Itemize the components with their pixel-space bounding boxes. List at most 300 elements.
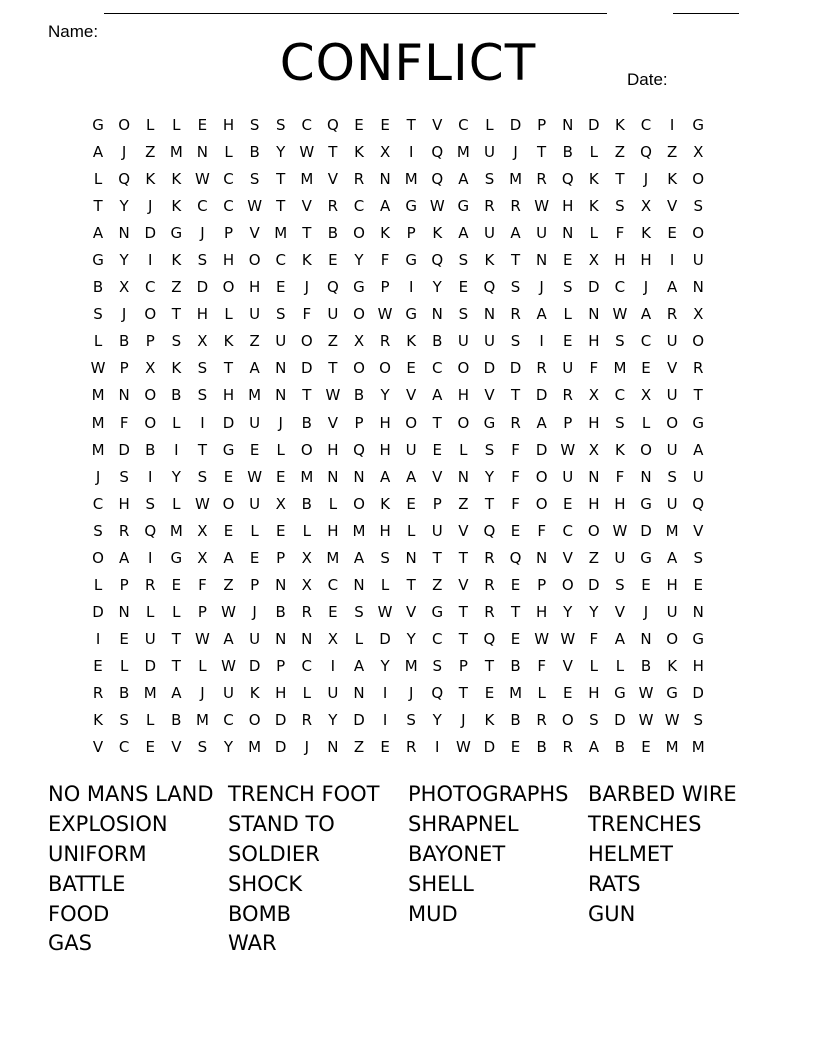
grid-row	[85, 734, 737, 761]
grid-letter: T	[223, 359, 234, 378]
grid-letter: T	[458, 629, 468, 648]
grid-letter: Q	[431, 251, 444, 270]
grid-letter: H	[248, 278, 261, 297]
grid-letter: G	[457, 197, 470, 216]
grid-letter: V	[327, 170, 339, 189]
grid-letter: F	[380, 251, 390, 270]
grid-letter: P	[380, 278, 390, 297]
grid-letter: W	[195, 494, 210, 513]
grid-letter: B	[171, 711, 182, 730]
grid-letter: X	[119, 278, 130, 297]
grid-letter: X	[145, 359, 156, 378]
grid-letter: H	[222, 116, 235, 134]
grid-letter: E	[223, 467, 234, 486]
grid-letter: N	[327, 467, 339, 486]
grid-letter: C	[301, 656, 313, 675]
grid-letter: C	[432, 359, 443, 378]
grid-row	[85, 437, 737, 464]
grid-row	[85, 410, 737, 437]
grid-letter: W	[377, 602, 393, 621]
grid-letter: R	[510, 197, 521, 216]
grid-letter: L	[224, 143, 233, 162]
grid-letter: G	[353, 278, 365, 297]
grid-letter: X	[353, 332, 365, 351]
grid-letter: K	[641, 224, 651, 243]
date-blank-line	[673, 13, 739, 14]
grid-letter: T	[171, 629, 181, 648]
grid-letter: A	[171, 683, 182, 702]
grid-letter: Q	[483, 629, 496, 648]
grid-letter: L	[146, 116, 155, 134]
grid-letter: O	[666, 413, 679, 432]
grid-letter: W	[560, 440, 576, 459]
grid-letter: C	[640, 332, 652, 351]
grid-letter: O	[92, 548, 104, 567]
grid-letter: H	[640, 251, 652, 270]
grid-letter: W	[325, 386, 341, 405]
grid-letter: A	[588, 738, 599, 757]
grid-letter: I	[95, 629, 101, 648]
word-list-item: BATTLE	[48, 871, 126, 896]
grid-letter: D	[144, 224, 157, 243]
grid-letter: O	[353, 224, 365, 243]
grid-row	[85, 491, 737, 518]
grid-letter: G	[640, 494, 652, 513]
grid-letter: G	[170, 224, 183, 243]
grid-letter: B	[92, 278, 104, 297]
grid-letter: V	[249, 224, 260, 243]
grid-letter: K	[171, 197, 182, 216]
grid-letter: L	[172, 602, 181, 621]
grid-row	[85, 653, 737, 680]
grid-letter: Y	[354, 251, 364, 270]
grid-letter: Z	[223, 575, 234, 594]
grid-letter: C	[614, 386, 626, 405]
grid-letter: R	[510, 413, 521, 432]
grid-letter: I	[669, 251, 675, 270]
word-list-item: NO MANS LAND	[48, 782, 214, 806]
grid-letter: B	[510, 711, 521, 730]
grid-letter: A	[223, 629, 234, 648]
grid-letter: N	[353, 467, 365, 486]
grid-letter: J	[461, 711, 466, 730]
grid-letter: W	[612, 521, 628, 540]
grid-letter: O	[587, 521, 600, 540]
grid-letter: L	[589, 143, 598, 162]
grid-letter: X	[301, 575, 312, 594]
grid-letter: E	[249, 440, 260, 459]
grid-letter: O	[640, 440, 652, 459]
grid-letter: E	[562, 332, 573, 351]
grid-letter: O	[222, 494, 235, 513]
grid-letter: T	[458, 548, 468, 567]
grid-letter: F	[511, 494, 520, 513]
grid-letter: G	[692, 413, 705, 432]
grid-letter: A	[92, 143, 104, 162]
grid-letter: B	[327, 224, 339, 243]
grid-letter: B	[145, 440, 156, 459]
grid-letter: D	[92, 602, 104, 621]
grid-letter: T	[510, 602, 521, 621]
grid-letter: S	[119, 467, 129, 486]
grid-letter: D	[535, 386, 548, 405]
word-list-item: PHOTOGRAPHS	[408, 782, 569, 806]
grid-letter: T	[484, 494, 495, 513]
grid-letter: Y	[223, 738, 234, 757]
grid-letter: E	[275, 521, 286, 540]
grid-letter: A	[510, 224, 521, 243]
grid-letter: N	[588, 305, 600, 324]
grid-letter: N	[588, 467, 600, 486]
word-list-item: SHOCK	[228, 871, 303, 896]
grid-letter: G	[431, 602, 444, 621]
grid-letter: J	[121, 305, 127, 324]
grid-letter: I	[408, 143, 414, 162]
grid-letter: L	[537, 683, 546, 702]
grid-letter: W	[612, 305, 628, 324]
grid-letter: T	[537, 143, 547, 162]
grid-letter: A	[458, 224, 469, 243]
grid-letter: N	[536, 548, 548, 567]
grid-letter: O	[535, 494, 548, 513]
grid-letter: K	[249, 683, 260, 702]
grid-letter: L	[146, 711, 155, 730]
grid-letter: B	[118, 332, 130, 351]
grid-letter: V	[562, 548, 573, 567]
grid-letter: A	[249, 359, 260, 378]
grid-letter: P	[354, 413, 364, 432]
grid-letter: T	[276, 170, 286, 189]
grid-letter: D	[144, 656, 157, 675]
grid-letter: L	[276, 440, 285, 459]
word-list-item: BOMB	[228, 901, 292, 926]
grid-letter: S	[93, 305, 103, 324]
grid-letter: Y	[276, 143, 286, 162]
grid-letter: M	[169, 143, 183, 162]
grid-letter: L	[146, 602, 155, 621]
grid-letter: S	[615, 413, 625, 432]
grid-letter: B	[118, 683, 130, 702]
grid-letter: K	[406, 332, 417, 351]
grid-letter: M	[404, 656, 418, 675]
grid-letter: K	[588, 197, 599, 216]
grid-letter: P	[119, 359, 129, 378]
grid-letter: X	[301, 548, 312, 567]
grid-letter: N	[118, 602, 130, 621]
grid-letter: X	[588, 440, 599, 459]
grid-letter: M	[613, 359, 627, 378]
grid-letter: U	[483, 143, 495, 162]
grid-letter: V	[666, 197, 678, 216]
grid-letter: A	[353, 656, 365, 675]
grid-letter: E	[484, 683, 495, 702]
grid-letter: S	[484, 170, 495, 189]
grid-letter: C	[197, 197, 208, 216]
grid-letter: J	[148, 197, 153, 216]
grid-letter: K	[380, 224, 390, 243]
grid-letter: U	[692, 467, 704, 486]
grid-letter: K	[380, 494, 390, 513]
grid-letter: V	[406, 602, 417, 621]
grid-letter: G	[170, 548, 183, 567]
grid-letter: H	[379, 440, 391, 459]
grid-letter: M	[665, 738, 679, 757]
grid-letter: H	[666, 575, 678, 594]
grid-letter: T	[93, 197, 103, 216]
grid-letter: D	[118, 440, 130, 459]
grid-letter: D	[379, 629, 391, 648]
grid-letter: E	[641, 738, 651, 757]
grid-letter: H	[562, 197, 574, 216]
grid-letter: O	[144, 386, 157, 405]
grid-letter: L	[589, 224, 598, 243]
grid-letter: K	[171, 251, 182, 270]
grid-letter: O	[692, 170, 705, 189]
grid-letter: C	[327, 575, 339, 594]
grid-letter: E	[406, 494, 416, 513]
grid-letter: B	[432, 332, 443, 351]
grid-letter: N	[562, 224, 574, 243]
grid-letter: M	[665, 521, 679, 540]
grid-letter: C	[353, 197, 365, 216]
grid-letter: S	[458, 305, 469, 324]
grid-letter: Y	[484, 467, 495, 486]
name-label: Name:	[48, 22, 99, 41]
grid-letter: U	[666, 440, 678, 459]
grid-letter: U	[483, 224, 495, 243]
grid-letter: P	[197, 602, 207, 621]
grid-letter: W	[377, 305, 393, 324]
grid-letter: X	[588, 251, 599, 270]
grid-letter: K	[667, 656, 678, 675]
grid-letter: L	[589, 656, 598, 675]
grid-letter: Z	[666, 143, 678, 162]
grid-letter: I	[408, 278, 414, 297]
grid-letter: O	[248, 711, 261, 730]
grid-letter: S	[432, 656, 443, 675]
grid-letter: H	[222, 251, 235, 270]
word-list-item: MUD	[408, 901, 458, 926]
grid-letter: A	[666, 548, 678, 567]
grid-row	[85, 193, 737, 220]
grid-letter: M	[169, 521, 183, 540]
grid-letter: B	[275, 602, 286, 621]
grid-letter: F	[511, 440, 520, 459]
grid-letter: D	[509, 116, 522, 134]
grid-letter: B	[171, 386, 182, 405]
grid-letter: M	[456, 143, 470, 162]
grid-letter: N	[431, 305, 443, 324]
grid-letter: H	[588, 332, 600, 351]
grid-letter: K	[484, 711, 495, 730]
grid-letter: S	[406, 711, 416, 730]
grid-letter: N	[353, 575, 365, 594]
grid-letter: S	[275, 305, 286, 324]
word-list-item: BARBED WIRE	[588, 782, 737, 806]
grid-letter: Y	[380, 386, 390, 405]
grid-letter: B	[301, 494, 312, 513]
grid-letter: R	[692, 359, 704, 378]
grid-letter: B	[301, 413, 312, 432]
grid-letter: F	[537, 521, 546, 540]
grid-letter: F	[511, 467, 520, 486]
grid-letter: X	[693, 143, 704, 162]
grid-letter: H	[327, 440, 339, 459]
grid-letter: L	[93, 170, 103, 189]
grid-letter: T	[510, 251, 521, 270]
grid-letter: E	[171, 575, 182, 594]
grid-letter: O	[666, 629, 679, 648]
grid-letter: I	[669, 116, 675, 134]
grid-letter: A	[223, 548, 234, 567]
grid-letter: L	[93, 332, 103, 351]
grid-letter: T	[432, 548, 442, 567]
grid-letter: H	[614, 251, 626, 270]
grid-letter: A	[536, 413, 547, 432]
grid-letter: V	[92, 738, 104, 757]
grid-letter: O	[561, 711, 574, 730]
grid-row	[85, 599, 737, 626]
grid-letter: A	[693, 440, 704, 459]
grid-letter: B	[536, 738, 547, 757]
grid-letter: B	[510, 656, 521, 675]
grid-row	[85, 166, 737, 193]
grid-letter: L	[380, 575, 390, 594]
grid-letter: S	[249, 116, 260, 134]
grid-letter: N	[379, 170, 391, 189]
grid-letter: A	[406, 467, 417, 486]
grid-letter: I	[382, 711, 388, 730]
grid-letter: C	[223, 170, 234, 189]
grid-letter: P	[458, 656, 468, 675]
grid-letter: O	[692, 332, 705, 351]
grid-letter: E	[354, 116, 364, 134]
grid-letter: J	[252, 602, 257, 621]
grid-letter: G	[92, 116, 104, 134]
grid-letter: X	[588, 386, 599, 405]
grid-letter: R	[301, 602, 313, 621]
grid-letter: A	[614, 629, 626, 648]
word-list	[48, 779, 768, 958]
grid-letter: R	[353, 170, 365, 189]
grid-letter: G	[405, 305, 417, 324]
grid-letter: L	[250, 521, 259, 540]
grid-letter: F	[589, 359, 599, 378]
grid-letter: M	[143, 683, 157, 702]
word-list-item: STAND TO	[228, 811, 335, 836]
grid-letter: Z	[353, 738, 365, 757]
grid-letter: K	[484, 251, 495, 270]
grid-letter: U	[249, 413, 261, 432]
grid-letter: R	[379, 332, 391, 351]
grid-letter: O	[144, 305, 157, 324]
grid-letter: N	[275, 386, 287, 405]
grid-letter: T	[510, 386, 521, 405]
grid-letter: D	[248, 656, 261, 675]
grid-letter: I	[148, 548, 153, 567]
grid-letter: A	[379, 467, 391, 486]
grid-letter: O	[300, 332, 313, 351]
grid-letter: J	[121, 143, 127, 162]
grid-letter: E	[510, 738, 521, 757]
grid-letter: I	[435, 738, 440, 757]
grid-letter: J	[408, 683, 414, 702]
grid-letter: P	[563, 413, 573, 432]
grid-letter: U	[249, 629, 261, 648]
grid-letter: M	[404, 170, 418, 189]
grid-letter: A	[458, 170, 469, 189]
grid-letter: F	[119, 413, 129, 432]
grid-letter: E	[93, 656, 103, 675]
grid-letter: P	[537, 116, 547, 134]
grid-letter: O	[692, 224, 705, 243]
grid-letter: Q	[431, 683, 444, 702]
grid-letter: I	[148, 251, 153, 270]
grid-letter: N	[275, 359, 287, 378]
grid-letter: Z	[458, 494, 469, 513]
grid-letter: K	[432, 224, 443, 243]
grid-letter: Z	[171, 278, 182, 297]
grid-letter: R	[562, 386, 573, 405]
grid-letter: M	[300, 467, 314, 486]
grid-letter: W	[247, 197, 263, 216]
grid-letter: O	[300, 440, 313, 459]
grid-letter: U	[536, 224, 548, 243]
grid-letter: K	[171, 359, 182, 378]
grid-letter: J	[304, 278, 310, 297]
grid-letter: M	[509, 170, 523, 189]
grid-letter: V	[327, 413, 339, 432]
grid-letter: V	[484, 386, 495, 405]
grid-letter: S	[615, 197, 625, 216]
grid-letter: N	[692, 602, 704, 621]
grid-letter: K	[615, 440, 625, 459]
grid-letter: W	[221, 602, 236, 621]
grid-letter: F	[198, 575, 207, 594]
grid-row	[85, 518, 737, 545]
grid-letter: V	[432, 467, 443, 486]
grid-letter: L	[224, 305, 233, 324]
grid-letter: S	[197, 251, 208, 270]
grid-letter: B	[640, 656, 652, 675]
grid-letter: A	[353, 548, 365, 567]
grid-letter: N	[118, 224, 130, 243]
grid-letter: H	[196, 305, 209, 324]
grid-letter: K	[588, 170, 599, 189]
grid-letter: Q	[431, 143, 444, 162]
grid-letter: U	[562, 359, 574, 378]
grid-letter: Q	[353, 440, 365, 459]
grid-letter: K	[301, 251, 312, 270]
grid-letter: E	[145, 738, 155, 757]
grid-letter: V	[301, 197, 312, 216]
grid-letter: U	[327, 305, 339, 324]
grid-letter: S	[667, 467, 677, 486]
grid-letter: X	[197, 548, 208, 567]
grid-letter: U	[666, 494, 678, 513]
grid-letter: W	[664, 711, 680, 730]
grid-letter: S	[693, 197, 703, 216]
grid-letter: N	[301, 629, 313, 648]
grid-row	[85, 707, 737, 734]
grid-letter: N	[275, 575, 287, 594]
grid-letter: H	[379, 413, 391, 432]
grid-letter: G	[692, 116, 705, 134]
grid-letter: I	[200, 413, 205, 432]
grid-letter: T	[406, 116, 416, 134]
grid-letter: E	[328, 602, 338, 621]
grid-letter: K	[93, 711, 103, 730]
